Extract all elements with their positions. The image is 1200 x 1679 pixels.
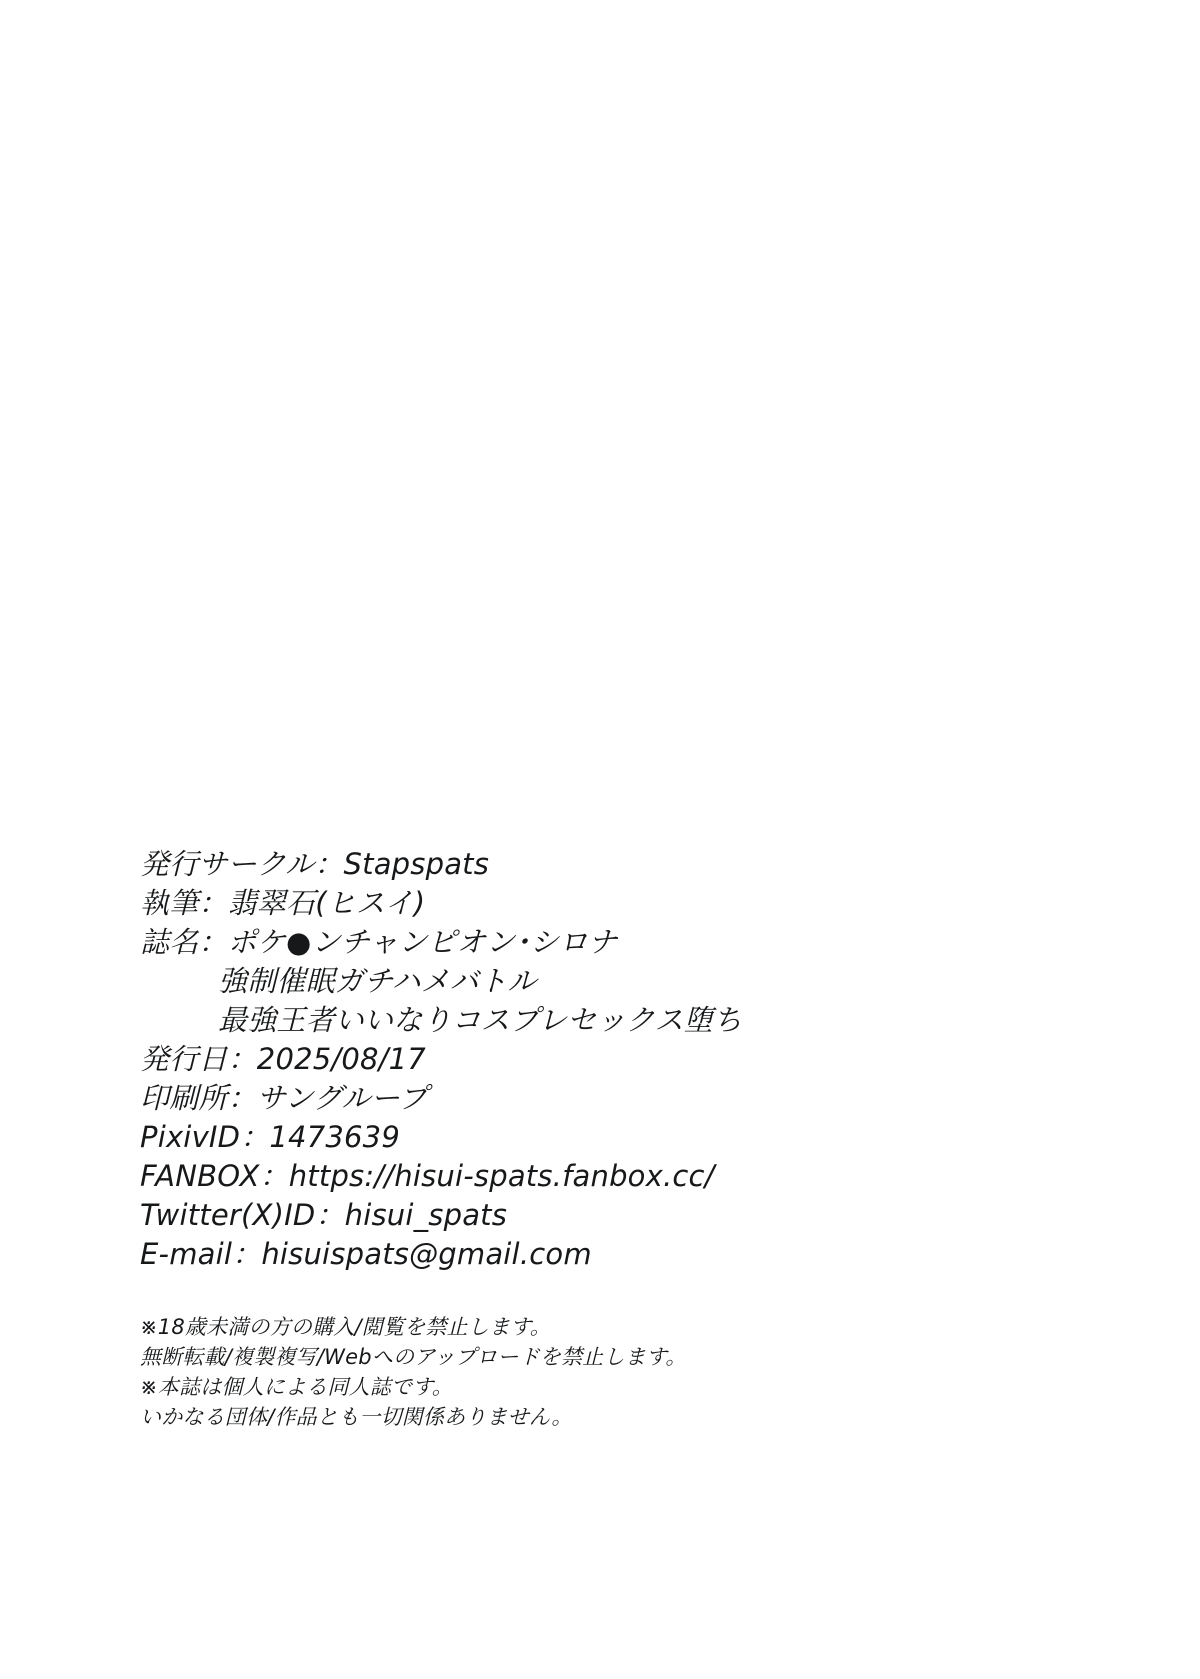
colophon-line-title-cont-1: 強制催眠ガチハメバトル [218,964,537,998]
colophon-line-pixiv-id: PixivID：1473639 [140,1120,400,1154]
colophon-line-title-cont-2: 最強王者いいなりコスプレセックス堕ち [218,1003,743,1037]
colophon-line-twitter: Twitter(X)ID：hisui_spats [140,1198,508,1232]
notice-no-affiliation: いかなる団体/作品とも一切関係ありません。 [140,1405,573,1429]
notice-age-restriction: ※18歳未満の方の購入/閲覧を禁止します。 [140,1315,551,1339]
colophon-notices [140,1312,1000,1432]
colophon-line-circle: 発行サークル：Stapspats [140,847,490,881]
notice-doujinshi: ※本誌は個人による同人誌です。 [140,1375,453,1399]
colophon-main-info [140,845,1000,1274]
colophon-line-email: E-mail：hisuispats@gmail.com [140,1237,592,1271]
colophon-line-fanbox: FANBOX：https://hisui-spats.fanbox.cc/ [140,1159,715,1193]
colophon-line-title: 誌名：ポケ●ンチャンピオン･シロナ [140,925,618,959]
colophon-block [140,845,1000,1432]
notice-no-reproduction: 無断転載/複製複写/Webへのアップロードを禁止します。 [140,1345,687,1369]
colophon-line-author: 執筆：翡翠石(ヒスイ) [140,886,426,920]
colophon-line-publish-date: 発行日：2025/08/17 [140,1042,426,1076]
colophon-line-printer: 印刷所：サングループ [140,1081,428,1115]
